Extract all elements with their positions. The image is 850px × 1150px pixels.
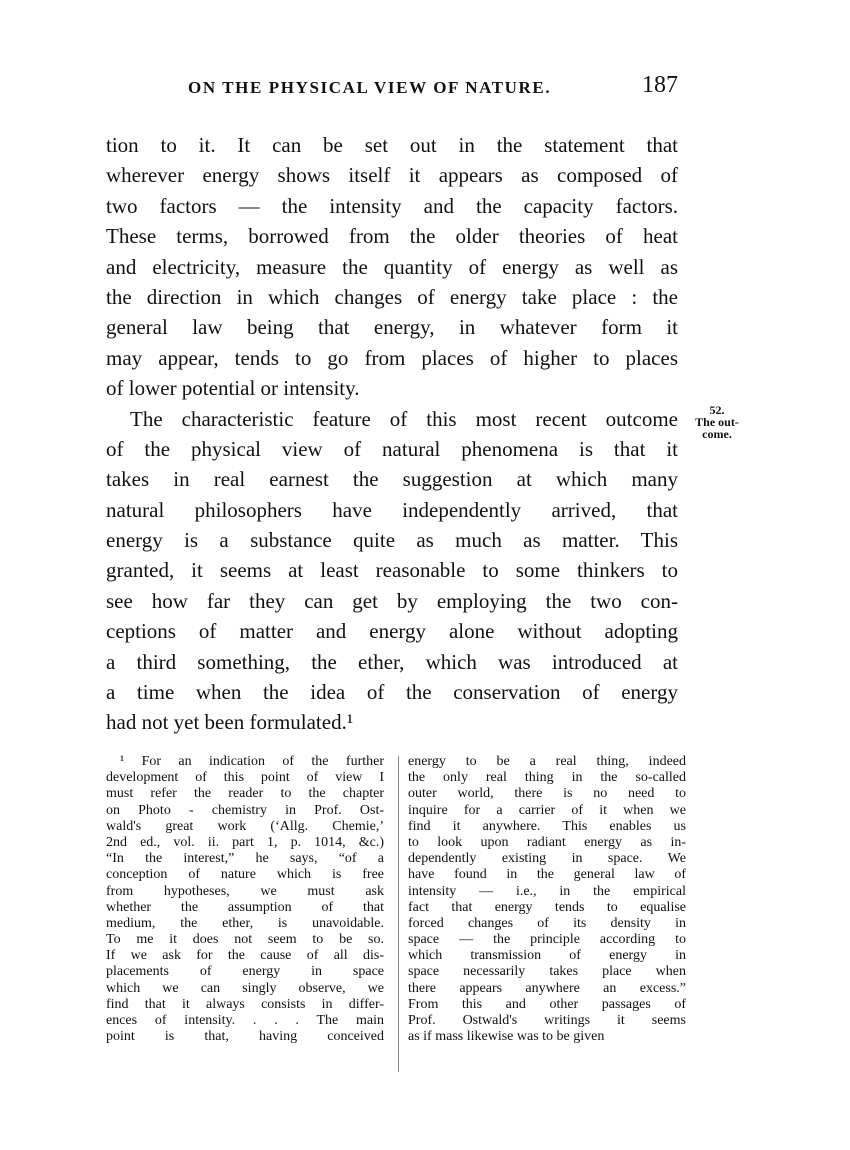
footnote-line: as if mass likewise was to be given — [408, 1029, 605, 1045]
footnote-line: space necessarily takes place when — [408, 964, 686, 980]
footnote-line: 2nd ed., vol. ii. part 1, p. 1014, &c.) — [106, 834, 384, 850]
footnote-left-column — [106, 754, 384, 1045]
footnote-line: energy to be a real thing, indeed — [408, 754, 686, 769]
text-line: ceptions of matter and energy alone without adopting — [106, 619, 678, 644]
footnote-line: outer world, there is no need to — [408, 786, 686, 802]
footnote-line: find that it always consists in differ- — [106, 996, 384, 1012]
footnote — [106, 754, 686, 1074]
footnote-line: find it anywhere. This enables us — [408, 818, 686, 834]
footnote-line: fact that energy tends to equalise — [408, 899, 686, 915]
text-line: wherever energy shows itself it appears as composed of — [106, 163, 678, 188]
footnote-line: From this and other passages of — [408, 996, 686, 1012]
footnote-line: space — the principle according to — [408, 932, 686, 948]
footnote-line: intensity — i.e., in the empirical — [408, 883, 686, 899]
footnote-line: inquire for a carrier of it when we — [408, 802, 686, 818]
text-line: general law being that energy, in whatever form it — [106, 315, 678, 340]
text-line: of the physical view of natural phenomena is that it — [106, 436, 678, 461]
footnote-line: from hypotheses, we must ask — [106, 883, 384, 899]
text-line: takes in real earnest the suggestion at which many — [106, 467, 678, 492]
text-line: natural philosophers have independently arrived, that — [106, 497, 678, 522]
footnote-line: placements of energy in space — [106, 964, 384, 980]
text-line: These terms, borrowed from the older theories of heat — [106, 224, 678, 249]
text-line: The characteristic feature of this most recent outcome — [130, 406, 678, 431]
footnote-line: ¹ For an indication of the further — [120, 754, 384, 769]
text-line: and electricity, measure the quantity of energy as well as — [106, 254, 678, 279]
text-line: see how far they can get by employing the two con- — [106, 588, 678, 613]
footnote-line: medium, the ether, is unavoidable. — [106, 915, 384, 931]
paragraph-1 — [106, 130, 678, 404]
text-line: granted, it seems at least reasonable to some thinkers to — [106, 558, 678, 583]
footnote-line: there appears anywhere an excess.” — [408, 980, 686, 996]
footnote-right-column — [408, 754, 686, 1045]
footnote-line: Prof. Ostwald's writings it seems — [408, 1013, 686, 1028]
margin-note-number: 52. — [709, 403, 725, 417]
text-line: of lower potential or intensity. — [106, 376, 360, 401]
footnote-line: ences of intensity. . . . The main — [106, 1013, 384, 1028]
footnote-line: to look upon radiant energy as in- — [408, 834, 686, 850]
footnote-line: must refer the reader to the chapter — [106, 786, 384, 802]
footnote-line: point is that, having conceived — [106, 1029, 384, 1045]
footnote-line: whether the assumption of that — [106, 899, 384, 915]
footnote-line: If we ask for the cause of all dis- — [106, 948, 384, 964]
footnote-line: which we can singly observe, we — [106, 980, 384, 996]
footnote-line: forced changes of its density in — [408, 915, 686, 931]
footnote-line: dependently existing in space. We — [408, 851, 686, 867]
margin-note-label-line: come. — [702, 427, 732, 441]
footnote-line: which transmission of energy in — [408, 948, 686, 964]
footnote-line: To me it does not seem to be so. — [106, 932, 384, 948]
text-line: two factors — the intensity and the capacity factors. — [106, 193, 678, 218]
page-number: 187 — [642, 72, 678, 98]
footnote-line: on Photo - chemistry in Prof. Ost- — [106, 802, 384, 818]
page-header — [106, 72, 678, 106]
text-line: a third something, the ether, which was introduced at — [106, 649, 678, 674]
text-line: the direction in which changes of energy take place : the — [106, 284, 678, 309]
text-line: tion to it. It can be set out in the statement that — [106, 133, 678, 157]
text-line: had not yet been formulated.¹ — [106, 710, 354, 735]
text-line: energy is a substance quite as much as matter. This — [106, 528, 678, 553]
footnote-line: conception of nature which is free — [106, 867, 384, 883]
paragraph-2 — [106, 404, 678, 738]
footnote-line: development of this point of view I — [106, 770, 384, 786]
running-title: ON THE PHYSICAL VIEW OF NATURE. — [188, 78, 552, 97]
footnote-line: wald's great work (‘Allg. Chemie,’ — [106, 818, 384, 834]
footnote-line: the only real thing in the so-called — [408, 770, 686, 786]
footnote-line: “In the interest,” he says, “of a — [106, 851, 384, 867]
text-line: a time when the idea of the conservation of energy — [106, 680, 678, 705]
margin-note — [690, 404, 744, 440]
text-line: may appear, tends to go from places of higher to places — [106, 345, 678, 370]
main-text — [106, 130, 678, 738]
margin-note-label-line: The out- — [695, 415, 739, 429]
footnote-line: have found in the general law of — [408, 867, 686, 883]
column-divider — [398, 756, 399, 1072]
